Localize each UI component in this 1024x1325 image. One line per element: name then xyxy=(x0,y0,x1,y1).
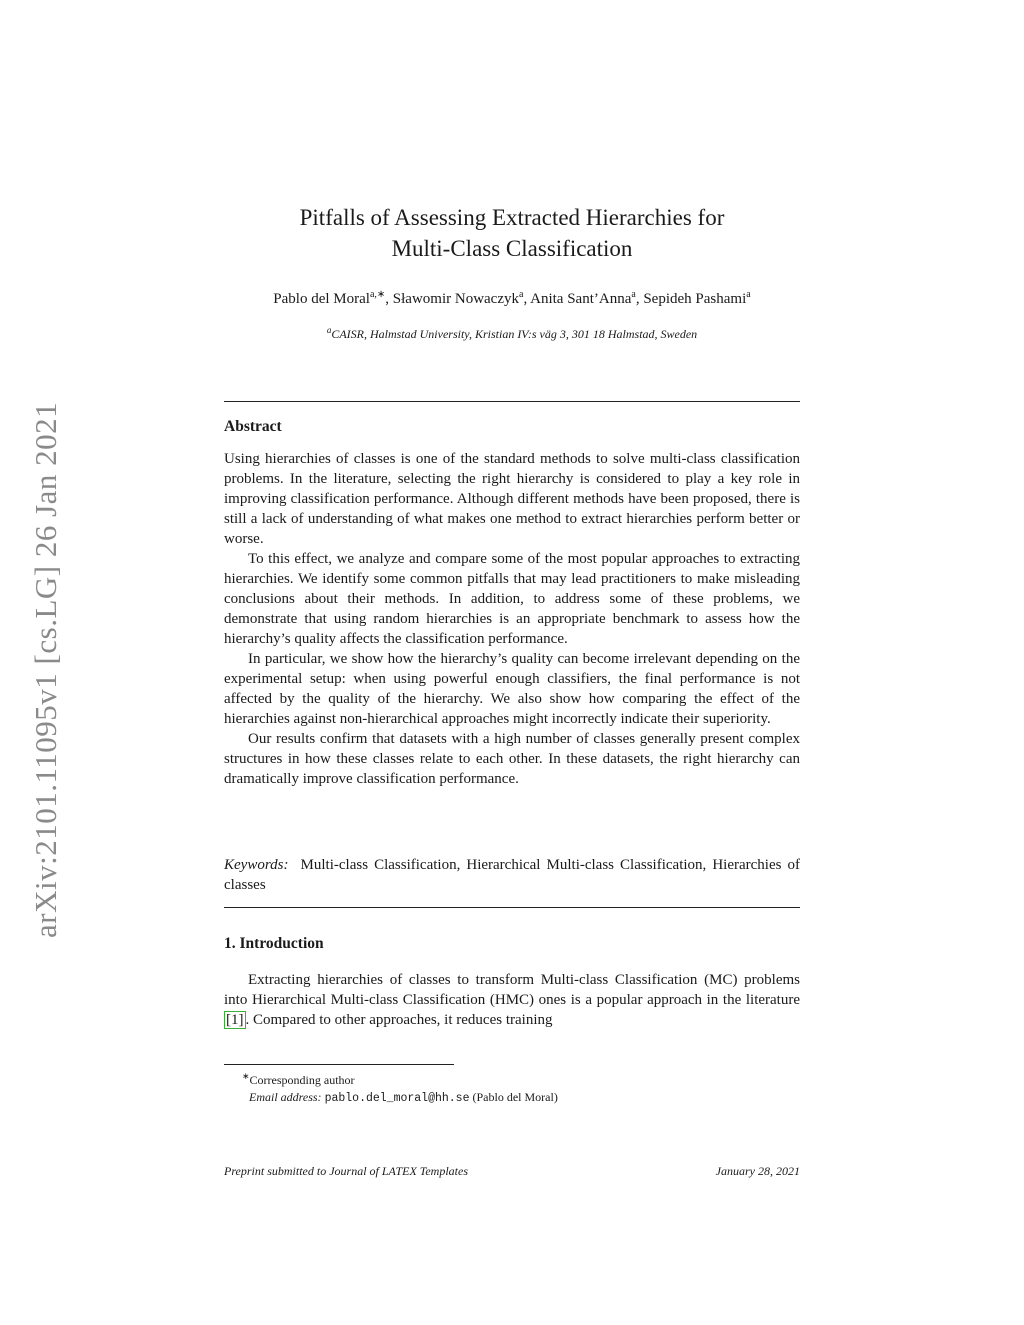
email-link[interactable]: pablo.del_moral@hh.se xyxy=(324,1092,470,1105)
title-line-2: Multi-Class Classification xyxy=(391,236,633,261)
page-footer xyxy=(224,1164,800,1179)
affiliation xyxy=(224,325,800,342)
keywords-text: Multi-class Classification, Hierarchical Multi-class Classification, Hierarchies of classes xyxy=(224,857,800,893)
abstract-paragraph: In particular, we show how the hierarchy’s quality can become irrelevant depending on the experimental setup: when using powerful enough classifiers, the final performance is not affected by the quality of the hierarchy. We also show how comparing the effect of the hierarchies against non-hierarchical approaches might incorrectly indicate their superiority. xyxy=(224,651,800,727)
author-affil-mark: a xyxy=(631,289,636,300)
abstract-paragraph: Our results confirm that datasets with a high number of classes generally present complex structures in how these classes relate to each other. In these datasets, the right hierarchy can dramatically improve classification performance. xyxy=(224,731,800,787)
author-list: Pablo del Moral$^{a,∗}$, Sławomir Nowaczyk$^a$, Anita Sant’Anna$^a$, Sepideh Pashami$^a$ xyxy=(273,289,751,307)
citation-link[interactable]: [1] xyxy=(226,1012,244,1028)
title-line-1: Pitfalls of Assessing Extracted Hierarchies for xyxy=(299,205,725,230)
author-name: Sławomir Nowaczyk xyxy=(392,291,519,307)
intro-body xyxy=(224,970,800,1030)
author-affil-mark: a,∗ xyxy=(369,289,386,300)
author-name: Pablo del Moral xyxy=(273,291,370,307)
footnote-email xyxy=(224,1089,800,1107)
keywords-label: Keywords: xyxy=(224,857,289,873)
footnotes xyxy=(224,1068,800,1107)
author-name: Anita Sant’Anna xyxy=(530,291,632,307)
footnote-mark: ∗ xyxy=(242,1071,250,1081)
paper-title xyxy=(224,202,800,264)
email-owner: (Pablo del Moral) xyxy=(472,1090,558,1104)
footnote-rule xyxy=(224,1064,454,1065)
intro-paragraph: Extracting hierarchies of classes to transform Multi-class Classification (MC) problems into Hierarchical Multi-class Classification (HMC) ones is a popular approach in the literature [1] . Compared to other approaches, it reduces training xyxy=(224,972,800,1028)
abstract-paragraph: Using hierarchies of classes is one of the standard methods to solve multi-class classification problems. In the literature, selecting the right hierarchy is considered to play a key role in improving classification performance. Although different methods have been proposed, there is still a lack of understanding of what makes one method to extract hierarchies perform better or worse. xyxy=(224,451,800,547)
affiliation-text: CAISR, Halmstad University, Kristian IV:s väg 3, 301 18 Halmstad, Sweden xyxy=(331,327,698,341)
keywords xyxy=(224,855,800,895)
author-affil-mark: a xyxy=(519,289,524,300)
affiliation-mark: a xyxy=(326,325,332,335)
footer-date: January 28, 2021 xyxy=(715,1164,800,1178)
abstract-heading: Abstract xyxy=(224,418,282,435)
author-affil-mark: a xyxy=(746,289,751,300)
abstract-top-rule xyxy=(224,401,800,402)
abstract-bottom-rule xyxy=(224,907,800,908)
abstract-paragraph: To this effect, we analyze and compare some of the most popular approaches to extracting hierarchies. We identify some common pitfalls that may lead practitioners to make misleading conclusions about their methods. In addition, to address some of these problems, we demonstrate that using random hierarchies is an appropriate benchmark to assess how the hierarchy’s quality affects the classification performance. xyxy=(224,551,800,647)
footnote-corresponding: ∗Corresponding author xyxy=(242,1071,355,1087)
intro-heading: 1. Introduction xyxy=(224,935,324,952)
footer-left: Preprint submitted to Journal of LATEX Templates xyxy=(224,1164,469,1178)
arxiv-identifier: arXiv:2101.11095v1 [cs.LG] 26 Jan 2021 xyxy=(28,401,63,938)
email-label: Email address: xyxy=(249,1090,322,1104)
abstract-body xyxy=(224,449,800,789)
author-name: Sepideh Pashami xyxy=(643,291,747,307)
